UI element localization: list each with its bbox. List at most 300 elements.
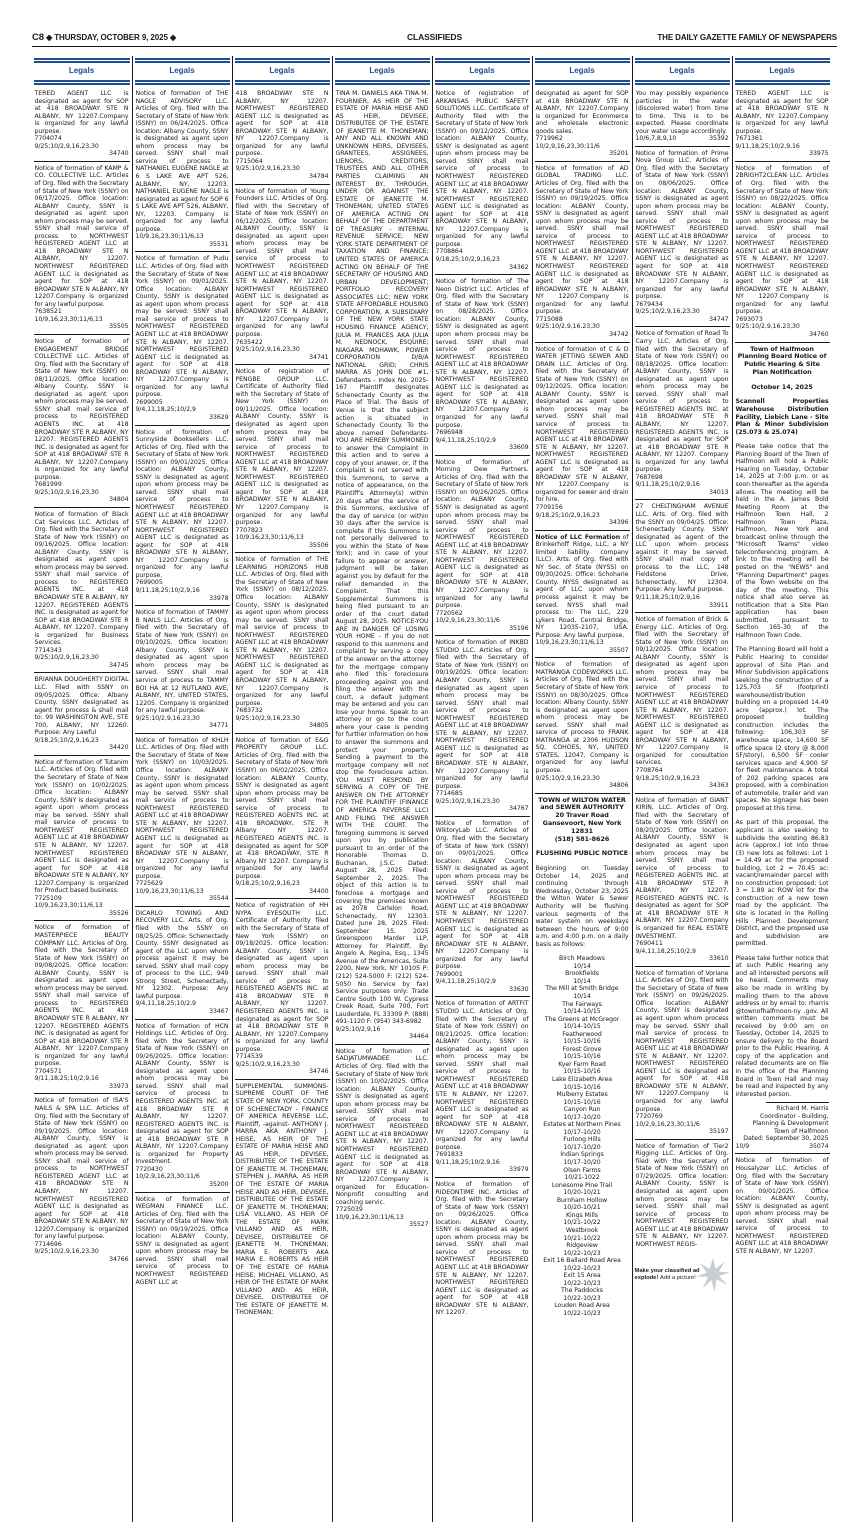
notice-number: 34013 — [709, 488, 729, 496]
notice-run-dates: 9/18,25;10/2,9,16,23 — [535, 511, 600, 519]
column-label: Legals — [669, 66, 695, 75]
flushing-dates: 10/21-1022 — [564, 1174, 600, 1182]
flushing-area: Indian Springs — [560, 1151, 604, 1159]
notice-number: 33979 — [509, 1166, 529, 1174]
notice-body: You may possibly experience particles in the water (discolored water) from time to time. This is to be expected. Please coordinate your water usage accordingly. — [635, 90, 729, 135]
notice-body: of Brinkerhoff Ridge, LLC, a NY limited liability company (LLC). Arts. of Org. filed with NY Sec. of State (NYSS) on 09/30/2025. Office: Schoharie County. NYSS designated as agent of LLC upon whom process against it may be served. NYSS shall mail process to: The LLC, 229 Lykers Road, Central Bridge, NY 12035-2107, USA. Purpose: Any lawful purpose. — [535, 533, 629, 639]
notice-body: Notice of formation of MATRANGA CODEWORKS LLC. Articles of Org. filed with the Secretary of State of New York (SSNY) on 08/30/2025. Office location: Albany County, SSNY is designated as agent upon whom process may be served. SSNY shall mail service of process to FRANK MATRANGA at 2306 HUDSON SQ, COHOES, NY, UNITED STATES, 12047. Company is organized for any lawful purpose. — [535, 661, 629, 775]
notice-body: Notice of formation of KAMP & CO. COLLECTIVE LLC. Articles of Org. filed with the Secretary of State of New York (SSNY) on 06/17/2025. Office location: ALBANY County, SSNY is designated as agent upon whom process may be served. SSNY shall mail service of process to NORTHWEST REGISTERED AGENT LLC at 418 BROADWAY STE N ALBANY, NY 12207. NORTHWEST REGISTERED AGENT LLC is designated as agent for SOP at 418 BROADWAY STE N ALBANY, NY 12207.Company is organized for any lawful purpose. — [34, 164, 129, 308]
column-header — [535, 56, 630, 86]
header-rule — [735, 80, 830, 86]
hearing-date: October 14, 2025 — [751, 382, 813, 391]
authority-address: 20 Traver Road — [555, 811, 609, 820]
notice-body: Notice of formation of Housalyzer LLC. Articles of Org. filed with the Secretary of State of New York (SSNY) on 09/01/2025. Office location: ALBANY County, SSNY is designated as agent upon whom process may be served. SSNY shall mail service of process to NORTHWEST REGISTERED AGENT LLC at 418 BROADWAY STE N ALBANY, NY 12207. — [735, 1157, 829, 1255]
legal-notice — [235, 364, 330, 549]
legal-notice — [34, 672, 130, 751]
legal-notice — [535, 530, 630, 655]
header-rule — [435, 80, 530, 86]
flushing-area: Birch Meadows — [559, 955, 605, 963]
notice-number: 34747 — [709, 315, 729, 323]
notice-number: 34396 — [609, 519, 629, 527]
notice-body: Notice of formation of HCN Holdings LLC. Articles of Org. filed with the Secretary of State of New York (SSNY) on 09/26/2025. Office location: ALBANY County, SSNY is designated as agent upon whom process may be served. SSNY shall mail service of process to REGISTERED AGENTS INC. at 418 BROADWAY STE R ALBANY, NY 12207. REGISTERED AGENTS INC. is designated as agent for SOP at 418 BROADWAY STE R ALBANY, NY 12207.Company is organized for Property Investment. — [135, 1022, 229, 1166]
legal-notice — [735, 1153, 830, 1255]
legal-notice — [135, 906, 230, 1016]
flushing-dates: 10/15-10/16 — [563, 1083, 601, 1091]
column-header — [135, 56, 230, 86]
notice-run-dates: 9/25;10/2,9,16,23,30 — [435, 797, 500, 805]
notice-body: Notice of formation of THE NAGLE ADVISORY LLC. Articles of Org. filed with the Secretary of State of New York (SSNY) on 06/24/2025. Office location: Albany County, SSNY is designated as agent upon whom process may be served. SSNY shall mail service of process to NATHANIEL EUGENE NAGLE at 6 S LAKE AVE APT 526, ALBANY, NY, 12203. NATHANIEL EUGENE NAGLE is designated as agent for SOP 6 S LAKE AVE APT 526, ALBANY, NY, 12203. Company is organized for any lawful purpose. — [135, 90, 229, 233]
notice-ref: 7699001 — [435, 970, 463, 978]
flushing-dates: 10/22-10/23 — [563, 1249, 601, 1257]
notice-ref: 7720562 — [435, 609, 463, 617]
notice-body: Notice of formation of C & D WATER JETTING SEWER AND DRAIN LLC. Articles of Org. filed with the Secretary of State of New York (SSNY) on 09/12/2025. Office location: ALBANY County, SSNY is designated as agent upon whom process may be served. SSNY shall mail service of process to NORTHWEST REGISTERED AGENT LLC at 418 BROADWAY STE N ALBANY, NY 12207. NORTHWEST REGISTERED AGENT LLC is designated as agent for SOP at 418 BROADWAY STE N ALBANY, NY 12207.Company is organized for sewer and drain for hire. — [535, 345, 629, 504]
notice-body: Notice of formation of MASTERPIECE BEAUTY COMPANY LLC. Articles of Org. filed with the Secretary of State of New York (SSNY) on 09/08/2025. Office location: ALBANY County, SSNY is designated as agent upon whom process may be served. SSNY shall mail service of process to REGISTERED AGENTS INC. at 418 BROADWAY STE R ALBANY, NY 12207. REGISTERED AGENTS INC. is designated as agent for SOP at 418 BROADWAY STE R ALBANY, NY 12207.Company is organized for any lawful purpose. — [34, 924, 129, 1068]
notice-body: Notice of formation of E&G PROPERTY GROUP LLC. Articles of Org. filed with the Secretary of State of New York (SSNY) on 06/02/2025. Office location: ALBANY County, SSNY is designated as agent upon whom process may be served. SSNY shall mail service of process to REGISTERED AGENTS INC. at 418 BROADWAY, STE R Albany NY 12207. REGISTERED AGENTS INC. is designated as agent for SOP at 418 BROADWAY, STE R Albany NY 12207. Company is organized for any lawful purpose. — [235, 736, 329, 880]
notice-body: SUPPLEMENTAL SUMMONS-SUPREME COURT OF THE STATE OF NEW YORK, COUNTY OF SCHENECTADY - FINANCE OF AMERICA REVERSE LLC, Plaintiff, -against- ANTHONY J. MARRA AKA ANTHONY J. HEISE, AS HEIR OF THE ESTATE OF MARIA HEISE AND AS HEIR, DEVISEE, DISTRIBUTEE OF THE ESTATE OF JEANETTE M. THONEMAN; STEPHEN J. MARRA, AS HEIR OF THE ESTATE OF MARIA HEISE AND AS HEIR, DEVISEE, DISTRIBUTEE OF THE ESTATE OF JEANETTE M. THONEMAN; LISA VILLANO, AS HEIR OF THE ESTATE OF MARK VILLANO AND AS HEIR, DEVISEE, DISTRIBUTEE OF JEANETTE M. THONEMAN; MARIA E. ROBERTS AKA MARIA E. ROBERTS AS HEIR OF THE ESTATE OF MARIA HEISE; MICHAEL VILLANO, AS HEIR OF THE ESTATE OF MARK VILLANO AND AS HEIR, DEVISEE, DISTRIBUTEE OF THE ESTATE OF JEANETTE M. THONEMAN; — [235, 1082, 329, 1317]
authority-phone: (518) 581-8626 — [554, 834, 610, 843]
notice-number: 35506 — [309, 541, 329, 549]
legal-notice — [335, 90, 430, 1041]
notice-number: 34771 — [209, 722, 229, 730]
flushing-dates: 10/21-10/22 — [563, 1219, 601, 1227]
notice-number: 33467 — [209, 1007, 229, 1015]
legal-notice — [635, 1139, 730, 1249]
notice-ref: 7719962 — [535, 135, 563, 143]
notice-body: Notice of formation of Brick & Energy LLC. Articles of Org. filed with the Secretary of State of New York (SSNY) on 09/12/2025. Office location: ALBANY County, SSNY is designated as agent upon whom process may be served. SSNY shall mail service of process to NORTHWEST REGISTERED AGENT LLC at 418 BROADWAY STE N ALBANY, NY 12207. NORTHWEST REGISTERED AGENT LLC is designated as agent for SOP at 418 BROADWAY STE N ALBANY, NY 12207.Company is organized for consultation services. — [635, 616, 729, 767]
notice-run-dates: 9/25;10/2,9,16,23,30 — [635, 308, 700, 316]
notice-body: Notice of formation of Road To Carry LLC. Articles of Org. filed with the Secretary of State of New York (SSNY) on 08/18/2025. Office location: ALBANY County, SSNY is designated as agent upon whom process may be served. SSNY shall mail service of process to REGISTERED AGENTS INC. at 418 BROADWAY STE R ALBANY, NY 12207. REGISTERED AGENTS INC. is designated as agent for SOP at 418 BROADWAY STE R ALBANY, NY 12207. Company is organized for any lawful purpose. — [635, 330, 729, 474]
flushing-dates: 10/15-10/16 — [563, 1053, 601, 1061]
notice-body: Notice of formation of Prime Nova Group LLC. Articles of Org. filed with the Secretary of State of New York (SSNY) on 08/06/2025. Office location: ALBANY County, SSNY is designated as agent upon whom process may be served. SSNY shall mail service of process to NORTHWEST REGISTERED AGENT LLC at 418 BROADWAY STE N ALBANY, NY 12207. NORTHWEST REGISTERED AGENT LLC is designated as agent for SOP at 418 BROADWAY STE N ALBANY, NY 12207.Company is organized for any lawful purpose. — [635, 149, 729, 301]
notice-run-dates: 10/9,16,23,30;11/6,13 — [135, 233, 204, 241]
notice-run-dates: 9/4,11,18,25;10/2,9 — [435, 978, 496, 986]
header-rule — [34, 58, 130, 64]
notice-body: DICARLO TOWING AND RECOVERY LLC. Arts. of Org. filed with the SSNY on 08/25/25. Office: Schenectady County. SSNY designated as agent of the LLC upon whom process against it may be served. SSNY shall mail copy of process to the LLC, 949 Strong Street, Schenectady, NY 12302. Purpose: Any lawful purpose. — [135, 909, 229, 1000]
signer-org: Town of Halfmoon — [774, 1127, 829, 1135]
header-rule — [635, 58, 730, 64]
notice-body: Notice of formation of WEGMAN FINANCE LLC. Articles of Org. filed with the Secretary of State of New York (SSNY) on 09/19/2025. Office location: ALBANY County, SSNY is designated as agent upon whom process may be served. SSNY shall mail service of process to NORTHWEST REGISTERED AGENT LLC at — [135, 1195, 229, 1286]
column-label: Legals — [68, 66, 95, 75]
page-info — [32, 32, 176, 43]
notice-ref: 7681999 — [34, 481, 62, 489]
flushing-area: The Fairways — [562, 1000, 602, 1008]
header-rule — [535, 80, 630, 86]
notice-number: 35196 — [509, 624, 529, 632]
notice-run-dates: 10/9,16,23,30;11/6,13 — [135, 887, 204, 895]
column-label: Legals — [269, 66, 295, 75]
legals-columns — [32, 56, 837, 1522]
classified-promo[interactable] — [635, 1262, 730, 1288]
notice-ref: 7704571 — [34, 1067, 62, 1075]
flushing-dates: 10/22-10/23 — [563, 1309, 601, 1317]
legal-notice — [435, 455, 530, 633]
notice-run-dates: 9/4,11,18,25;10/2,9 — [635, 947, 696, 955]
flushing-area: Ridgeview — [566, 1242, 598, 1250]
legal-notice — [435, 1177, 530, 1317]
legal-notice — [635, 966, 730, 1136]
notice-paragraph: The Planning Board will hold a Public Hearing to consider approval of Site Plan and Minor Subdivision applications seeking the construction of a 125,703 SF (footprint) warehouse/distribution building on a proposed 14.49 acre (approx.) lot. The proposed building construction includes the following: 106,303 SF warehouse space, 14,600 SF office space (2 story @ 8,000 SF/story), 6,500 SF cooler services space and 4,900 SF for fleet maintenance. A total of 202 parking spaces are proposed, with a combination of automobile, trailer and van spaces. No signage has been proposed at this time. — [735, 646, 829, 812]
notice-ref: 7699005 — [135, 579, 163, 587]
header-rule — [535, 58, 630, 64]
notice-body: Notice of formation of Sunnyside Booksellers LLC. Articles of Org. filed with the Secretary of State of New York (SSNY) on 09/01/2025. Office location: ALBANY County, SSNY is designated as agent upon whom process may be served. SSNY shall mail service of process to NORTHWEST REGISTERED AGENT LLC at 418 BROADWAY STE N ALBANY, NY 12207. NORTHWEST REGISTERED AGENT LLC is designated as agent for SOP at 418 BROADWAY STE N ALBANY, NY 12207.Company is organized for any lawful purpose. — [135, 428, 229, 579]
flushing-dates: 10/15-10/16 — [563, 1068, 601, 1076]
notice-body: TINA M. DANIELS AKA TINA M. FOURNIER, AS HEIR OF THE ESTATE OF MARIA HEISE AND AS HEIR, DEVISEE, DISTRIBUTEE OF THE ESTATE OF JEANETTE M. THONEMAN; ANY AND ALL KNOWN AND UNKNOWN HEIRS, DEVISEES, GRANTEES, ASSIGNEES, LIENORS, CREDITORS, TRUSTEES AND ALL OTHER PARTIES CLAIMING AN INTEREST BY, THROUGH, UNDER OR AGAINST THE ESTATE OF JEANETTE M. THONEMAN; UNITED STATES OF AMERICA ACTING ON BEHALF OF THE DEPARTMENT OF TREASURY - INTERNAL REVENUE SERVICE; NEW YORK STATE DEPARTMENT OF TAXATION AND FINANCE; UNITED STATES OF AMERICA ACTING ON BEHALF OF THE SECRETARY OF HOUSING AND URBAN DEVELOPMENT; PORTFOLIO RECOVERY ASSOCIATES LLC; NEW YORK STATE AFFORDABLE HOUSING CORPORATION, A SUBSIDIARY OF THE NEW YORK STATE HOUSING FINANCE AGENCY; JULIA M. FRANCES AKA JULIA M. NEDNOCK, ESQUIRE; NIAGARA MOHAWK, POWER CORPORATION D/B/A NATIONAL GRID; CHRIS MARRA AS JOHN DOE #1, Defendants - Index No. 2025-167 Plaintiff designates Schenectady County as the Place of Trial. The Basis of Venue is that the subject action is situated in Schenectady County. To the above named Defendants-YOU ARE HEREBY SUMMONED to answer the Complaint in this action and to serve a copy of your answer, or, if the complaint is not served with this Summons, to serve a notice of appearance, on the Plaintiff's Attorney(s) within 20 days after the service of this Summons, exclusive of the day of service (or within 30 days after the service is complete if this Summons is not personally delivered to you within the State of New York); and in case of your failure to appear or answer, judgment will be taken against you by default for the relief demanded in the Complaint. That this Supplemental Summons is being filed pursuant to an order of the court dated August 28, 2025. NOTICE-YOU ARE IN DANGER OF LOSING YOUR HOME - If you do not respond to this summons and complaint by serving a copy of the answer on the attorney for the mortgage company who filed this foreclosure proceeding against you and filing the answer with the court, a default judgment may be entered and you can lose your home. Speak to an attorney or go to the court where your case is pending for further information on how to answer the summons and protect your property. Sending a payment to the mortgage company will not stop the foreclosure action. YOU MUST RESPOND BY SERVING A COPY OF THE ANSWER ON THE ATTORNEY FOR THE PLAINTIFF (FINANCE OF AMERICA REVERSE LLC) AND FILING THE ANSWER WITH THE COURT. The foregoing summons is served upon you by publication pursuant to an order of the Honorable Thomas D. Buchanan, J.S.C. Dated: August 28, 2025 Filed: September 2, 2025. The object of this action is to foreclose a mortgage and covering the premises known as 2078 Carlelon Road, Schenectady, NY 12303. Dated June 28, 2025 Filed: September 15, 2025 Greenspoon Marder LLP, Attorney for Plaintiff, By: Angelo A. Regina, Esq., 1345 Avenue of the Americas, Suite 2200, New York, NY 10105 P: (212) 524-5000 F: (212) 524-5050 No Service by fax) Service purposes only: Trade Centre South 100 W. Cypress Creek Road, Suite 700, Fort Lauderdale, FL 33309 P: (888) 491-1120 F: (954) 343-6982 — [335, 90, 429, 1026]
authority-name: TOWN of WILTON WATER and SEWER AUTHORITY — [538, 795, 626, 812]
flushing-area: Featherwood — [562, 1030, 602, 1038]
notice-body: Notice of formation of SADJATUMWADEE LLC. Articles of Org. filed with the Secretary of State of New York (SSNY) on 10/02/2025. Office location: ALBANY County, SSNY is designated as agent upon whom process may be served. SSNY shall mail service of process to NORTHWEST REGISTERED AGENT LLC at 418 BROADWAY STE N ALBANY, NY 12207. NORTHWEST REGISTERED AGENT LLC is designated as agent for SOP at 418 BROADWAY STE N ALBANY, NY 12207.Company is organized for Education-Nonprofit consulting and coaching servic. — [335, 1047, 429, 1206]
legal-notice — [635, 499, 730, 609]
notice-body: Notice of formation of KHLH LLC. Articles of Org. filed with the Secretary of State of New York (SSNY) on 10/03/2025. Office location: ALBANY County, SSNY is designated as agent upon whom process may be served. SSNY shall mail service of process to NORTHWEST REGISTERED AGENT LLC at 418 BROADWAY STE N ALBANY, NY 12207. NORTHWEST REGISTERED AGENT LLC is designated as agent for SOP at 418 BROADWAY STE N ALBANY, NY 12207.Company is organized for any lawful purpose. — [135, 736, 229, 880]
notice-run-dates: 10/2,9,16,23,30;11/6 — [135, 1173, 200, 1181]
notice-ref: 7696948 — [435, 429, 463, 437]
notice-number: 34420 — [109, 744, 129, 752]
halfmoon-hearing-notice — [735, 342, 830, 1151]
notice-number: 34740 — [109, 150, 129, 158]
notice-body: Notice of formation of INKBD STUDIO LLC. Articles of Org. filed with the Secretary of State of New York (SSNY) on 09/19/2025. Office location: ALBANY County, SSNY is designated as agent upon whom process may be served. SSNY shall mail service of process to NORTHWEST REGISTERED AGENT LLC at 418 BROADWAY STE N ALBANY, NY 12207. NORTHWEST REGISTERED AGENT LLC is designated as agent for SOP at 418 BROADWAY STE N ALBANY, NY 12207.Company is organized for any lawful purpose. — [435, 639, 529, 790]
flushing-area: Lonesome Pine Trail — [551, 1181, 613, 1189]
notice-body: Notice of formation of AD GLOBAL TRADING LLC. Articles of Org. filed with the Secretary of State of New York (SSNY) on 09/19/2025. Office location: ALBANY County, SSNY is designated as agent upon whom process may be served. SSNY shall mail service of process to NORTHWEST REGISTERED AGENT LLC at 418 BROADWAY STE N ALBANY, NY 12207. NORTHWEST REGISTERED AGENT LLC is designated as agent for SOP at 418 BROADWAY STE N ALBANY, NY 12207.Company is organized for any lawful purpose. — [535, 164, 629, 316]
legal-notice — [235, 1079, 330, 1317]
notice-run-dates: 10/2,9,16,23,30;11/6 — [435, 617, 500, 625]
notice-run-dates: 9/4,11,18,25;10/2,9 — [135, 406, 196, 414]
legal-notice — [535, 161, 630, 339]
notice-body: Notice of formation of Voriane LLC. Articles of Org. filed with the Secretary of State of New York (SSNY) on 09/26/2025. Office location: ALBANY County, SSNY is designated as agent upon whom process may be served. SSNY shall mail service of process to NORTHWEST REGISTERED AGENT LLC at 418 BROADWAY STE N ALBANY, NY 12207. NORTHWEST REGISTERED AGENT LLC is designated as agent for SOP at 418 BROADWAY STE N ALBANY, NY 12207.Company is organized for any lawful purpose. — [635, 969, 729, 1113]
flushing-area: Kings Mills — [566, 1211, 598, 1219]
flushing-area: Estates at Northern Pines — [543, 1121, 621, 1129]
notice-ref: 7725109 — [34, 894, 62, 902]
signer-title: Coordinator - Building, Planning & Development — [752, 1112, 829, 1128]
column-label: Legals — [169, 66, 195, 75]
flushing-dates: 10/20-10/21 — [563, 1204, 601, 1212]
notice-ref: 7715064 — [235, 157, 263, 165]
notice-number: 35505 — [109, 323, 129, 331]
legal-notice — [34, 90, 130, 158]
notice-number: 34400 — [309, 887, 329, 895]
notice-ref: 7683732 — [235, 707, 263, 715]
notice-body: Notice of formation of ISA'S NAILS & SPA LLC. Articles of Org. filed with the Secretary of State of New York (SSNY) on 09/19/2025. Office location: ALBANY County, SSNY is designated as agent upon whom process may be served. SSNY shall mail service of process to NORTHWEST REGISTERED AGENT LLC at 418 BROADWAY STE N ALBANY, NY 12207. NORTHWEST REGISTERED AGENT LLC is designated as agent for SOP at 418 BROADWAY STE N ALBANY, NY 12207.Company is organized for any lawful purpose. — [34, 1097, 129, 1241]
column-label: Legals — [469, 66, 495, 75]
notice-number: 34784 — [309, 173, 329, 181]
notice-body: TERED AGENT LLC is designated as agent for SOP at 418 BROADWAY STE N ALBANY, NY 12207.Company is organized for any lawful purpose. — [735, 90, 829, 135]
notice-run-dates: 9/25;10/2,9,16,23,30 — [34, 1248, 99, 1256]
notice-run-dates: 9/18,25;10/2,9,16,23 — [235, 880, 300, 888]
promo-line: explode! — [634, 1275, 659, 1282]
notice-body: Notice of formation of ENGAGEMENT BRIDGE COLLECTIVE LLC. Articles of Org. filed with the Secretary of State of New York (SSNY) on 08/11/2025. Office location: Albany County, SSNY is designated as agent upon whom process may be served. SSNY shall mail service of process to REGISTERED AGENTS INC. at 418 BROADWAY STE R ALBANY, NY 12207. REGISTERED AGENTS INC. is designated as agent for SOP at 418 BROADWAY STE R ALBANY, NY 12207.Company is organized for any lawful purpose. — [34, 337, 129, 481]
notice-ref: 7720769 — [635, 1113, 663, 1121]
notice-footer — [736, 1143, 829, 1151]
notice-body: BRIANNA DOUGHERTY DIGITAL LLC. Filed with SSNY on 09/05/2025. Office: Albany County. SSNY designated as agent for process & shall mail to: 99 WASHINGTON AVE, STE 700, ALBANY, NY 12260. Purpose: Any Lawful — [34, 676, 129, 737]
column-header — [335, 56, 430, 86]
notice-number: 34806 — [609, 782, 629, 790]
notice-number: 34362 — [509, 263, 529, 271]
legal-notice — [735, 90, 830, 158]
legals-column — [132, 56, 231, 1522]
notice-body: Notice of registration of PENGBE GROUP LLC. Certificate of Authority filed with the Secretary of State of New York (SSNY) on 09/11/2025. Office location: ALBANY County, SSNY is designated as agent upon whom process may be served. SSNY shall mail service of process to NORTHWEST REGISTERED AGENT LLC at 418 BROADWAY STE N ALBANY, NY 12207. NORTHWEST REGISTERED AGENT LLC is designated as agent for SOP at 418 BROADWAY STE N ALBANY, NY 12207.Company is organized for any lawful purpose. — [235, 368, 329, 527]
header-rule — [335, 80, 430, 86]
legal-notice — [34, 755, 130, 917]
legals-column — [32, 56, 131, 1522]
notice-body: Notice of formation of 2BRIGHT2CLEAN LLC. Articles of Org. filed with the Secretary of State of New York (SSNY) on 08/22/2025. Office location: ALBANY County, SSNY is designated as agent upon whom process may be served. SSNY shall mail service of process to NORTHWEST REGISTERED AGENT LLC at 418 BROADWAY STE N ALBANY, NY 12207. NORTHWEST REGISTERED AGENT LLC is designated as agent for SOP at 418 BROADWAY STE N ALBANY, NY 12207.Company is organized for any lawful purpose. — [735, 164, 829, 316]
column-label: Legals — [369, 66, 395, 75]
notice-ref: 7714696 — [34, 1240, 62, 1248]
flushing-dates: 10/17-10/20 — [563, 1159, 601, 1167]
legal-notice — [135, 251, 230, 421]
header-rule — [435, 58, 530, 64]
notice-title: Town of Halfmoon Planning Board Notice of Public Hearing & Site Plan Notification — [737, 344, 827, 376]
notice-body: Notice of formation of Pudu LLC. Articles of Org. filed with the Secretary of State of New York (SSNY) on 09/01/2025. Office location: ALBANY County, SSNY is designated as agent upon whom process may be served. SSNY shall mail service of process to NORTHWEST REGISTERED AGENT LLC at 418 BROADWAY STE N ALBANY, NY 12207. NORTHWEST REGISTERED AGENT LLC is designated as agent for SOP at 418 BROADWAY STE N ALBANY, NY 12207.Company is organized for any lawful purpose. — [135, 255, 229, 399]
notice-body: TERED AGENT LLC is designated as agent for SOP at 418 BROADWAY STE N ALBANY, NY 12207.Company is organized for any lawful purpose. — [34, 90, 129, 135]
notice-body: 27 CHELTINGHAM AVENUE LLC. Arts. of Org. filed with the SSNY on 09/04/25. Office: Schenectady County. SSNY designated as agent of the LLC upon whom process against it may be served. SSNY shall mail copy of process to the LLC, 148 Fieldstone Drive, Schenectady, NY 12304. Purpose: Any lawful purpose. — [635, 503, 729, 594]
notice-number: 34760 — [809, 330, 829, 338]
notice-ref: 7699005 — [135, 398, 163, 406]
flushing-dates: 10/14 — [573, 993, 591, 1000]
column-header — [735, 56, 830, 86]
legal-notice — [635, 793, 730, 963]
authority-city: Gansevoort, New York 12831 — [542, 819, 622, 835]
column-header — [435, 56, 530, 86]
flushing-area: The Paddocks — [561, 1287, 603, 1295]
legal-notice — [135, 1019, 230, 1189]
notice-body: Beginning on Tuesday October 14, 2025 and continuing through Wednesday, October 23, 2025 the Wilton Water & Sewer Authority will be flushing various segments of the water system on weekdays between the hours of 9:00 a.m. and 4:00 p.m. on a daily basis as follows: — [535, 865, 629, 948]
flushing-area: Olsen Farms — [563, 1166, 601, 1174]
notice-number: 33975 — [809, 150, 829, 158]
notice-number: 35527 — [409, 1221, 429, 1229]
notice-ref: 7691833 — [435, 1151, 463, 1159]
notice-number: 33610 — [709, 955, 729, 963]
notice-ref: 7693073 — [735, 315, 763, 323]
signature-line — [766, 1102, 829, 1103]
notice-ref: 7708864 — [435, 248, 463, 256]
notice-run-dates: 9/25;10/2,9,16,23,30 — [535, 774, 600, 782]
notice-number: 33629 — [209, 413, 229, 421]
notice-number: 35544 — [209, 895, 229, 903]
header-rule — [335, 58, 430, 64]
notice-number: 35201 — [609, 150, 629, 158]
notice-number: 33978 — [209, 594, 229, 602]
legal-notice — [34, 507, 130, 669]
notice-lead: Notice of LLC Formation — [535, 533, 621, 541]
notice-run-dates: 9/11,18,25;10/2,9,16 — [635, 594, 700, 601]
flushing-area: Lake Elizabeth Area — [551, 1076, 613, 1084]
flushing-dates: 10/22-10/23 — [563, 1264, 601, 1272]
header-rule — [635, 80, 730, 86]
notice-number: 35526 — [109, 909, 129, 917]
notice-body: Notice of formation of The Neon District LLC. Articles of Org. filed with the Secretary of State of New York (SSNY) on 08/28/2025. Office location: ALBANY County, SSNY is designated as agent upon whom process may be served. SSNY shall mail service of process to NORTHWEST REGISTERED AGENT LLC at 418 BROADWAY STE N ALBANY, NY 12207. NORTHWEST REGISTERED AGENT LLC is designated as agent for SOP at 418 BROADWAY STE N ALBANY, NY 12207.Company is organized for any lawful purpose. — [435, 278, 529, 429]
flushing-dates: 10/15-10/16 — [563, 1038, 601, 1046]
legals-column — [632, 56, 731, 1522]
notice-run-dates: 9/25;10/2,9,16,23,30 — [235, 1060, 300, 1068]
legals-column — [432, 56, 531, 1522]
flushing-area: Mulberry Estates — [556, 1091, 608, 1099]
notice-run-dates: 9/4,11,18,25;10/2,9 — [435, 436, 496, 444]
notice-run-dates: 9/18,25;10/2,9,16,23 — [435, 256, 500, 264]
notice-ref: 7708764 — [635, 767, 663, 775]
notice-number: 34742 — [609, 330, 629, 338]
notice-run-dates: 9/25;10/2,9,16,23,30 — [235, 714, 300, 722]
notice-ref: 7714539 — [235, 1053, 263, 1061]
legals-column — [732, 56, 831, 1522]
notice-ref: 7690411 — [635, 940, 663, 948]
legal-notice — [34, 920, 130, 1090]
flushing-dates: 10/21-10/22 — [563, 1234, 601, 1242]
notice-run-dates: 10/2,9,16,23,30;11/6 — [535, 142, 600, 150]
notice-number: 33973 — [109, 1082, 129, 1090]
notice-run-dates: 10/6,7,8,9,10 — [635, 135, 677, 143]
legal-notice — [135, 1192, 230, 1287]
notice-ref: 7707823 — [235, 526, 263, 534]
flushing-area: Westbrook — [565, 1226, 599, 1234]
flushing-area: Forest Grove — [562, 1045, 602, 1053]
header-rule — [135, 58, 230, 64]
notice-ref: 7714343 — [34, 646, 62, 654]
notice-run-dates: 9/11,18,25;10/2,9,16 — [435, 1158, 500, 1166]
notice-number: 34766 — [109, 1255, 129, 1263]
signer-name: Richard M. Harris — [776, 1105, 829, 1113]
legal-notice — [235, 90, 330, 181]
notice-body: Notice of formation of ARTFIT STUDIO LLC. Articles of Org. filed with the Secretary of State of New York (SSNY) on 08/21/2025. Office location: ALBANY County, SSNY is designated as agent upon whom process may be served. SSNY shall mail service of process to NORTHWEST REGISTERED AGENT LLC at 418 BROADWAY STE N ALBANY, NY 12207. NORTHWEST REGISTERED AGENT LLC is designated as agent for SOP at 418 BROADWAY STE N ALBANY, NY 12207.Company is organized for any lawful purpose. — [435, 1000, 529, 1151]
flushing-area: Brookfields — [565, 970, 599, 978]
notice-run-dates: 9/11,18,25;10/2,9,16 — [735, 142, 800, 150]
header-rule — [135, 80, 230, 86]
notice-ref: 7638521 — [34, 308, 62, 316]
notice-run-dates: 9/25;10/2,9,16,23,30 — [735, 323, 800, 331]
notice-run-dates: 9/4,11,18,25;10/2,9 — [135, 1000, 196, 1008]
notice-body: designated as agent for SOP at 418 BROADWAY STE N ALBANY, NY 12207.Company is organized for Ecommerce and wholesale electronic goods sales. — [535, 90, 629, 135]
header-rule — [235, 80, 330, 86]
notice-run-dates: 9/18,25;10/2,9,16,23 — [34, 736, 99, 744]
legal-notice — [535, 657, 630, 789]
flushing-area: Burnham Hollow — [556, 1196, 608, 1204]
notice-number: 33609 — [509, 444, 529, 452]
notice-run-dates: 10/9,16,23,30;11/6,13 — [335, 1213, 404, 1221]
flushing-area: Furlong Hills — [563, 1136, 601, 1144]
promo-text — [635, 1268, 707, 1282]
legal-notice — [535, 342, 630, 527]
flushing-dates: 10/14 — [573, 962, 591, 970]
notice-run-dates: 10/2,9,16,23,30;11/6 — [635, 1120, 700, 1128]
notice-body: Notice of formation of Morning Dew Partners. Articles of Org. filed with the Secretary of State of New York (SSNY) on 09/26/2025. Office location: ALBANY County, SSNY is designated as agent upon whom process may be served. SSNY shall mail service of process to NORTHWEST REGISTERED AGENT LLC at 418 BROADWAY STE N ALBANY, NY 12207. NORTHWEST REGISTERED AGENT LLC is designated as agent for SOP at 418 BROADWAY STE N ALBANY, NY 12207.Company is organized for any lawful purpose. — [435, 458, 529, 610]
page-number: C8 — [32, 31, 44, 43]
notice-number: 35507 — [609, 646, 629, 654]
notice-run-dates: 10/9,16,23,30;11/6,13 — [34, 902, 103, 910]
notice-number: 34745 — [109, 661, 129, 669]
flushing-dates: 10/20-10/21 — [563, 1189, 601, 1197]
notice-body: Notice of formation of TAMMY B NAILS LLC. Articles of Org. filed with the Secretary of State of New York (SSNY) on 09/10/2025. Office location: Albany County, SSNY is designated as agent upon whom process may be served. SSNY shall mail service of process to TAMMY BOI HA at 12 RUTLAND AVE, ALBANY, NY, UNITED STATES, 12205. Company is organized for any lawful purpose. — [135, 609, 229, 715]
notice-run-dates: 9/25;10/2,9,16 — [335, 1025, 381, 1033]
flushing-dates: 10/17-10/20 — [563, 1113, 601, 1121]
notice-body: Notice of formation of Black Cat Services LLC. Articles of Org. filed with the Secretary of State of New York (SSNY) on 09/16/2025. Office location: ALBANY County, SSNY is designated as agent upon whom process may be served. SSNY shall mail service of process to REGISTERED AGENTS INC. at 418 BROADWAY STE R ALBANY, NY 12207. REGISTERED AGENTS INC. is designated as agent for SOP at 418 BROADWAY STE R ALBANY, NY 12207. Company is organized for Business Services. — [34, 510, 129, 647]
notice-run-dates: 9/11,18,25;10/2,9,16 — [135, 587, 200, 594]
flushing-area: Exit 16 Ballard Road Area — [543, 1257, 621, 1265]
notice-run-dates: 9/11,18,25;10/2,9,16 — [635, 481, 700, 489]
notice-run-dates: 10/9,16,23,30;11/6,13 — [535, 639, 604, 647]
legal-notice — [635, 612, 730, 790]
dated: Dated: September 30, 2025 — [743, 1135, 829, 1143]
legal-notice — [635, 146, 730, 324]
notice-ref: 7720430 — [135, 1165, 163, 1173]
wilton-flushing-notice — [535, 793, 630, 1318]
flushing-dates: 10/15-10/16 — [563, 1098, 601, 1106]
notice-body: Notice of formation of RIDEONTIME INC. Articles of Org. filed with the Secretary of State of New York (SSNY) on 09/26/2025. Office location: ALBANY County, SSNY is designated as agent upon whom process may be served. SSNY shall mail service of process to NORTHWEST REGISTERED AGENT LLC at 418 BROADWAY STE N ALBANY, NY 12207. NORTHWEST REGISTERED AGENT LLC is designated as agent for SOP at 418 BROADWAY STE N ALBANY, NY 12207. — [435, 1181, 529, 1317]
newspaper-page — [32, 0, 837, 1522]
notice-number: 33630 — [509, 985, 529, 993]
notice-ref: 7709156 — [535, 503, 563, 511]
legals-column — [332, 56, 431, 1522]
legal-notice — [435, 635, 530, 813]
notice-run-dates: 9/25;10/2,9,16,23,30 — [34, 142, 99, 150]
flushing-dates: 10/17-10/20 — [563, 1128, 601, 1136]
flushing-dates: 10/14-10/15 — [563, 1023, 601, 1031]
section-title: CLASSIFIEDS — [406, 32, 463, 42]
notice-paragraph: Please take further notice that at such Public Hearing any and all interested persons will be heard. Comments may also be made in writing by mailing them to the above address or by email to: rharris @townofhalfmoon-ny .gov. All written comments must be received by 9:00 am on Tuesday, October 14, 2025 to ensure delivery to the Board prior to the Public Hearing. A copy of the application and related documents are on file in the office of the Planning Board in Town Hall and may be read and inspected by any interested person. — [735, 954, 829, 1098]
header-rule — [235, 58, 330, 64]
legal-notice — [135, 733, 230, 903]
masthead-rule — [32, 46, 837, 47]
flushing-dates: 10/17-10/20 — [563, 1143, 601, 1151]
flushing-area: Louden Road Area — [554, 1302, 610, 1310]
diamond-icon: ◆ — [169, 32, 176, 42]
notice-ref: 7715088 — [535, 315, 563, 323]
notice-run-dates: 9/25;10/2,9,16,23,30 — [135, 714, 200, 722]
legal-notice — [635, 90, 730, 143]
legal-notice — [135, 605, 230, 730]
notice-number: 34464 — [409, 1033, 429, 1041]
legal-notice — [435, 90, 530, 271]
column-header — [235, 56, 330, 86]
notice-number: 34805 — [309, 722, 329, 730]
flushing-dates: 10/14 — [573, 977, 591, 985]
flushing-area: The Mill at Smith Bridge — [545, 985, 619, 993]
notice-run-dates: 9/25;10/2,9,16,23,30 — [34, 488, 99, 496]
notice-run-dates: 9/11,18,25;10/2,9,16 — [34, 1075, 99, 1083]
notice-run-dates: 9/25;10/2,9,16,23,30 — [235, 346, 300, 354]
flushing-dates: 10/14-10/15 — [563, 1008, 601, 1016]
flushing-area: Exit 15 Area — [563, 1272, 601, 1280]
notice-body: Notice of registration of ARKANSAS PUBLIC SAFETY SOLUTIONS LLC. Certificate of Authority filed with the Secretary of State of New York (SSNY) on 09/12/2025. Office location: ALBANY County, SSNY is designated as agent upon whom process may be served. SSNY shall mail service of process to NORTHWEST REGISTERED AGENT LLC at 418 BROADWAY STE N ALBANY, NY 12207. NORTHWEST REGISTERED AGENT LLC is designated as agent for SOP at 418 BROADWAY STE N ALBANY, NY 12207.Company is organized for any lawful purpose. — [435, 90, 529, 248]
notice-ref: 7671361 — [735, 135, 763, 143]
publication-name: THE DAILY GAZETTE FAMILY OF NEWSPAPERS — [657, 32, 837, 42]
legal-notice — [34, 334, 130, 504]
legal-notice — [635, 326, 730, 496]
notice-run-dates: 9/18,25;10/2,9,16,23 — [635, 774, 700, 782]
notice-run-dates: 10/9,16,23,30;11/6,13 — [34, 315, 103, 323]
notice-run-dates: 10/9 — [735, 1142, 750, 1150]
notice-body: Notice of formation of WiktoryLab LLC. Articles of Org. filed with the Secretary of State of New York (SSNY) on 09/01/2025. Office location: ALBANY County, SSNY is designated as agent upon whom process may be served. SSNY shall mail service of process to NORTHWEST REGISTERED AGENT LLC at 418 BROADWAY STE N ALBANY, NY 12207. NORTHWEST REGISTERED AGENT LLC is designated as agent for SOP at 418 BROADWAY STE N ALBANY, NY 12207.Company is organized for any lawful purpose. — [435, 819, 529, 971]
promo-line: Make your classified ad — [634, 1268, 700, 1275]
notice-ref: 7687698 — [635, 473, 663, 481]
masthead — [32, 30, 837, 44]
notice-number: 34804 — [109, 496, 129, 504]
legal-notice — [235, 898, 330, 1076]
notice-ref: 7635422 — [235, 338, 263, 346]
header-rule — [735, 58, 830, 64]
notice-body: Notice of registration of HH NYPA EYESOUTH LLC. Certificate of Authority filed with the Secretary of State of New York (SSNY) on 09/18/2025. Office location: ALBANY County, SSNY is designated as agent upon whom process may be served. SSNY shall mail service of process to REGISTERED AGENTS INC. at 418 BROADWAY STE R ALBANY, NY 12207. REGISTERED AGENTS INC. is designated as agent for SOP at 418 BROADWAY STE R ALBANY, NY 12207.Company is organized for any lawful purpose. — [235, 902, 329, 1053]
header-rule — [34, 80, 130, 86]
notice-number: 34741 — [309, 353, 329, 361]
legal-notice — [34, 1093, 130, 1263]
column-header — [635, 56, 730, 86]
legal-notice — [335, 1044, 430, 1229]
notice-number: 34767 — [509, 805, 529, 813]
legals-column — [232, 56, 331, 1522]
notice-ref: 7704074 — [34, 135, 62, 143]
notice-body: 418 BROADWAY STE N ALBANY, NY 12207. NORTHWEST REGISTERED AGENT LLC is designated as agent for SOP at 418 BROADWAY STE N ALBANY, NY 12207.Company is organized for any lawful purpose. — [235, 90, 329, 158]
notice-ref: 7679434 — [635, 300, 663, 308]
issue-date: THURSDAY, OCTOBER 9, 2025 — [54, 32, 168, 42]
notice-body: Notice of formation of Young Founders LLC. Articles of Org. filed with the Secretary of State of New York (SSNY) on 06/12/2025. Office location: ALBANY County, SSNY is designated as agent upon whom process may be served. SSNY shall mail service of process to NORTHWEST REGISTERED AGENT LLC at 418 BROADWAY STE N ALBANY, NY 12207. NORTHWEST REGISTERED AGENT LLC is designated as agent for SOP at 418 BROADWAY STE N ALBANY, NY 12207.Company is organized for any lawful purpose. — [235, 187, 329, 338]
legal-notice — [235, 184, 330, 362]
legal-notice — [435, 816, 530, 994]
